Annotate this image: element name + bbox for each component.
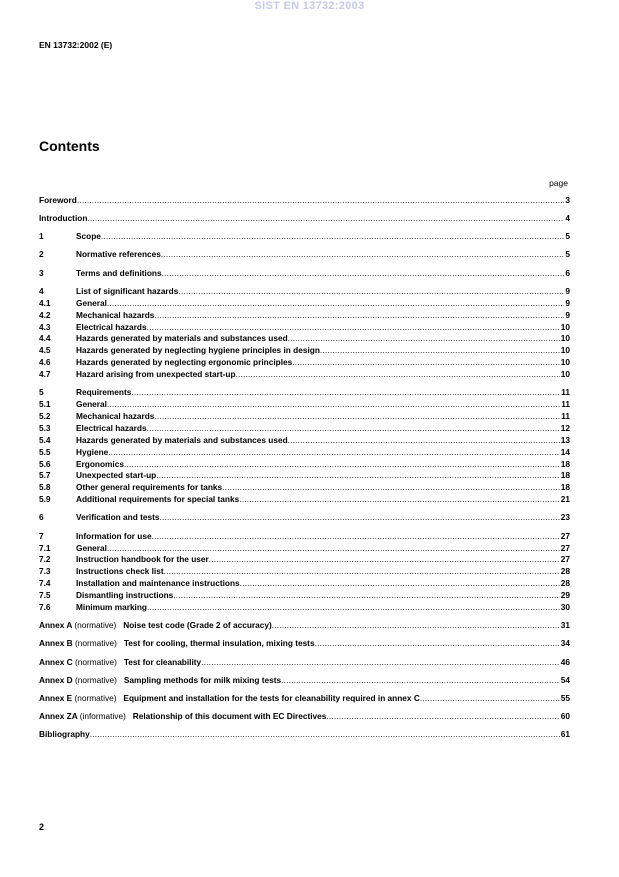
toc-entry-number: 7.4 — [39, 578, 51, 589]
toc-entry-title — [39, 620, 272, 631]
annex-label: Annex E — [39, 692, 73, 703]
dot-leader — [281, 675, 560, 686]
toc-entry-page: 5 — [565, 249, 570, 260]
toc-entry-title — [76, 447, 108, 458]
annex-kind: (informative) — [79, 711, 126, 722]
toc-entry-text: Normative references — [76, 249, 161, 260]
toc-entry-page: 30 — [560, 601, 570, 612]
toc-entry-title — [76, 357, 292, 368]
toc-entry[interactable] — [39, 309, 570, 321]
annex-kind: (normative) — [74, 638, 117, 649]
toc-entry-title — [76, 566, 164, 577]
toc-entry[interactable] — [39, 493, 570, 505]
toc-entry-page: 21 — [560, 494, 570, 505]
dot-leader — [201, 657, 560, 668]
dot-leader — [107, 543, 560, 554]
toc-entry-page: 18 — [560, 470, 570, 481]
toc-entry-title — [39, 657, 201, 668]
toc-entry-page: 55 — [560, 692, 570, 703]
toc-entry-page: 9 — [565, 285, 570, 296]
toc-entry[interactable] — [39, 344, 570, 356]
toc-entry-page: 11 — [561, 387, 570, 398]
dot-leader — [152, 531, 560, 542]
toc-entry-text: Introduction — [39, 213, 88, 224]
toc-entry-text: Scope — [76, 231, 101, 242]
annex-kind: (normative) — [74, 656, 117, 667]
toc-entry-text: Dismantling instructions — [76, 590, 174, 601]
toc-entry-text: Foreword — [39, 194, 77, 205]
annex-label: Annex ZA — [39, 711, 78, 722]
toc-entry-page: 4 — [565, 213, 570, 224]
dot-leader — [240, 578, 560, 589]
toc-entry-number: 4 — [39, 285, 44, 296]
dot-leader — [154, 310, 564, 321]
toc-entry-title — [39, 675, 281, 686]
toc-entry-page: 29 — [560, 590, 570, 601]
toc-entry-page: 10 — [560, 369, 570, 380]
toc-entry-text: Hygiene — [76, 446, 109, 457]
toc-entry[interactable] — [39, 249, 570, 261]
toc-entry-text: Hazard arising from unexpected start-up — [76, 369, 236, 380]
toc-entry[interactable] — [39, 656, 570, 668]
toc-entry-title — [76, 494, 239, 505]
toc-entry-number: 4.1 — [39, 297, 51, 308]
toc-entry-text: Installation and maintenance instructions — [76, 578, 240, 589]
toc-entry-number: 4.3 — [39, 321, 51, 332]
toc-entry[interactable] — [39, 410, 570, 422]
dot-leader — [101, 231, 564, 242]
toc-entry-number: 1 — [39, 231, 44, 242]
toc-entry-text: Unexpected start-up — [76, 470, 157, 481]
toc-entry-title — [76, 333, 288, 344]
toc-entry-text: Instruction handbook for the user — [76, 554, 209, 565]
toc-entry[interactable] — [39, 512, 570, 524]
toc-entry[interactable] — [39, 212, 570, 224]
toc-entry[interactable] — [39, 601, 570, 613]
toc-entry-text: Hazards generated by materials and substances used — [76, 333, 288, 344]
toc-entry[interactable] — [39, 230, 570, 242]
dot-leader — [178, 286, 564, 297]
toc-entry-text: Hazards generated by neglecting ergonomic principles — [76, 357, 293, 368]
dot-leader — [222, 482, 560, 493]
toc-entry-text: Electrical hazards — [76, 422, 147, 433]
toc-entry-page: 23 — [560, 512, 570, 523]
dot-leader — [288, 435, 560, 446]
toc-entry-text: Terms and definitions — [76, 267, 162, 278]
toc-entry-title — [76, 399, 107, 410]
toc-entry-page: 6 — [565, 267, 570, 278]
toc-entry-page: 54 — [560, 674, 570, 685]
toc-entry-page: 34 — [560, 638, 570, 649]
toc-entry-number: 6 — [39, 512, 44, 523]
toc-entry[interactable] — [39, 565, 570, 577]
annex-label: Annex D — [39, 674, 73, 685]
toc-entry-text: Ergonomics — [76, 458, 124, 469]
dot-leader — [87, 213, 564, 224]
dot-leader — [239, 494, 560, 505]
page-number: 2 — [39, 822, 45, 832]
dot-leader — [292, 357, 560, 368]
toc-entry-title — [39, 213, 87, 224]
dot-leader — [236, 369, 560, 380]
toc-entry-title — [39, 195, 77, 206]
toc-entry-page: 10 — [560, 321, 570, 332]
dot-leader — [108, 447, 559, 458]
dot-leader — [272, 620, 560, 631]
toc-entry[interactable] — [39, 554, 570, 566]
toc-entry-page: 46 — [560, 656, 570, 667]
dot-leader — [90, 729, 560, 740]
toc-entry-number: 7.3 — [39, 566, 51, 577]
dot-leader — [107, 399, 560, 410]
toc-entry-page: 9 — [565, 309, 570, 320]
toc-entry[interactable] — [39, 637, 570, 649]
toc-entry-title — [76, 249, 161, 260]
toc-entry-title — [76, 423, 147, 434]
toc-entry-page: 27 — [560, 542, 570, 553]
annex-kind: (normative) — [74, 692, 117, 703]
toc-entry-number: 5.7 — [39, 470, 51, 481]
toc-entry-number: 5.8 — [39, 482, 51, 493]
annex-title: Test for cleanability — [123, 656, 202, 667]
annex-label: Annex B — [39, 638, 73, 649]
toc-entry-text: Additional requirements for special tanks — [76, 494, 240, 505]
annex-kind: (normative) — [74, 674, 117, 685]
toc-entry[interactable] — [39, 728, 570, 740]
dot-leader — [161, 249, 565, 260]
toc-entry[interactable] — [39, 589, 570, 601]
annex-title: Relationship of this document with EC Directives — [132, 711, 327, 722]
toc-entry-number: 3 — [39, 267, 44, 278]
toc-entry-number: 5 — [39, 387, 44, 398]
toc-entry-page: 28 — [560, 578, 570, 589]
toc-entry-title — [76, 470, 156, 481]
dot-leader — [288, 333, 560, 344]
toc-entry[interactable] — [39, 386, 570, 398]
toc-entry-title — [76, 322, 147, 333]
toc-entry[interactable] — [39, 710, 570, 722]
annex-title: Equipment and installation for the tests for cleanability required in annex C — [123, 692, 420, 703]
toc-entry-page: 31 — [560, 620, 570, 631]
toc-entry-page: 10 — [560, 333, 570, 344]
toc-entry[interactable] — [39, 619, 570, 631]
toc-entry-text: List of significant hazards — [76, 285, 179, 296]
toc-entry[interactable] — [39, 542, 570, 554]
toc-entry-number: 4.7 — [39, 369, 51, 380]
toc-entry-text: Instructions check list — [76, 566, 164, 577]
toc-entry-page: 12 — [560, 422, 570, 433]
toc-entry-page: 14 — [560, 446, 570, 457]
toc-entry-number: 7.1 — [39, 542, 51, 553]
toc-entry-number: 4.5 — [39, 345, 51, 356]
toc-entry-text: General — [76, 542, 107, 553]
toc-entry[interactable] — [39, 674, 570, 686]
toc-entry-page: 61 — [560, 729, 570, 740]
toc-entry-title — [76, 411, 154, 422]
toc-entry-title — [76, 531, 152, 542]
toc-entry-number: 7 — [39, 530, 44, 541]
toc-entry-title — [76, 512, 159, 523]
toc-entry[interactable] — [39, 470, 570, 482]
toc-entry-text: Electrical hazards — [76, 321, 147, 332]
dot-leader — [77, 195, 565, 206]
toc-entry-title — [76, 310, 154, 321]
toc-entry-title — [76, 268, 162, 279]
toc-entry-title — [76, 578, 240, 589]
toc-entry-text: Information for use — [76, 530, 152, 541]
toc-entry-number: 2 — [39, 249, 44, 260]
toc-entry[interactable] — [39, 321, 570, 333]
toc-entry-title — [76, 459, 124, 470]
toc-entry-number: 4.6 — [39, 357, 51, 368]
toc-entry-number: 4.4 — [39, 333, 51, 344]
toc-entry-text: Mechanical hazards — [76, 309, 155, 320]
toc-entry-number: 4.2 — [39, 309, 51, 320]
toc-entry-title — [76, 554, 209, 565]
toc-entry-number: 7.6 — [39, 601, 51, 612]
dot-leader — [154, 411, 560, 422]
toc-entry-page: 10 — [560, 345, 570, 356]
toc-entry[interactable] — [39, 356, 570, 368]
toc-entry-text: Bibliography — [39, 729, 90, 740]
toc-entry[interactable] — [39, 267, 570, 279]
document-id: EN 13732:2002 (E) — [39, 40, 113, 50]
toc-entry-text: Hazards generated by materials and substances used — [76, 434, 288, 445]
toc-entry-page: 18 — [560, 482, 570, 493]
toc-entry[interactable] — [39, 446, 570, 458]
toc-entry-title — [76, 286, 178, 297]
toc-entry-title — [76, 482, 222, 493]
toc-entry-title — [76, 543, 107, 554]
toc-entry[interactable] — [39, 368, 570, 380]
toc-entry-number: 7.5 — [39, 590, 51, 601]
toc-entry[interactable] — [39, 194, 570, 206]
dot-leader — [147, 423, 560, 434]
dot-leader — [124, 459, 560, 470]
page-title: Contents — [39, 138, 100, 154]
annex-kind: (normative) — [74, 620, 117, 631]
dot-leader — [320, 345, 560, 356]
dot-leader — [315, 638, 560, 649]
toc-entry-text: Other general requirements for tanks — [76, 482, 223, 493]
toc-entry-number: 5.6 — [39, 458, 51, 469]
toc-entry-page: 5 — [565, 231, 570, 242]
dot-leader — [156, 470, 560, 481]
toc-entry-text: Hazards generated by neglecting hygiene principles in design — [76, 345, 320, 356]
toc-entry-number: 5.5 — [39, 446, 51, 457]
toc-entry[interactable] — [39, 285, 570, 297]
dot-leader — [326, 711, 559, 722]
toc-entry-title — [39, 729, 90, 740]
toc-entry-title — [76, 345, 320, 356]
toc-entry-page: 18 — [560, 458, 570, 469]
toc-entry[interactable] — [39, 458, 570, 470]
toc-entry[interactable] — [39, 434, 570, 446]
toc-entry-page: 27 — [560, 554, 570, 565]
toc-entry[interactable] — [39, 577, 570, 589]
toc-entry-title — [39, 638, 315, 649]
toc-entry-page: 11 — [561, 411, 570, 422]
toc-entry-title — [76, 602, 147, 613]
dot-leader — [159, 512, 559, 523]
dot-leader — [164, 566, 560, 577]
dot-leader — [107, 298, 564, 309]
toc-entry-page: 9 — [565, 297, 570, 308]
annex-title: Sampling methods for milk mixing tests — [123, 674, 282, 685]
toc-entry-title — [76, 298, 107, 309]
toc-entry-title — [39, 693, 420, 704]
annex-title: Test for cooling, thermal insulation, mixing tests — [123, 638, 315, 649]
toc-entry[interactable] — [39, 398, 570, 410]
toc-entry-page: 28 — [560, 566, 570, 577]
toc-entry[interactable] — [39, 481, 570, 493]
toc-entry-title — [76, 435, 288, 446]
toc-entry-text: Minimum marking — [76, 601, 147, 612]
toc-entry-number: 5.9 — [39, 494, 51, 505]
toc-entry-number: 5.2 — [39, 411, 51, 422]
dot-leader — [147, 322, 560, 333]
toc-entry[interactable] — [39, 530, 570, 542]
toc-entry-page: 13 — [560, 434, 570, 445]
toc-entry-number: 5.3 — [39, 422, 51, 433]
toc-entry-number: 7.2 — [39, 554, 51, 565]
dot-leader — [420, 693, 560, 704]
toc-entry-title — [76, 590, 173, 601]
page-column-label: page — [549, 178, 568, 188]
toc-entry-text: General — [76, 297, 107, 308]
table-of-contents — [39, 194, 570, 740]
toc-entry-page: 10 — [560, 357, 570, 368]
annex-label: Annex C — [39, 656, 73, 667]
toc-entry-text: Verification and tests — [76, 512, 160, 523]
toc-entry-page: 27 — [560, 530, 570, 541]
toc-entry-title — [39, 711, 326, 722]
toc-entry-number: 5.4 — [39, 434, 51, 445]
toc-entry[interactable] — [39, 422, 570, 434]
toc-entry-page: 3 — [565, 194, 570, 205]
toc-entry-title — [76, 231, 101, 242]
toc-entry-text: Requirements — [76, 387, 132, 398]
dot-leader — [147, 602, 560, 613]
annex-title: Noise test code (Grade 2 of accuracy) — [123, 620, 272, 631]
toc-entry[interactable] — [39, 692, 570, 704]
annex-label: Annex A — [39, 620, 73, 631]
toc-entry[interactable] — [39, 333, 570, 345]
toc-entry-number: 5.1 — [39, 399, 51, 410]
toc-entry-text: General — [76, 399, 107, 410]
dot-leader — [131, 387, 560, 398]
dot-leader — [162, 268, 565, 279]
toc-entry-page: 11 — [561, 399, 570, 410]
watermark: SIST EN 13732:2003 — [254, 0, 365, 12]
toc-entry-text: Mechanical hazards — [76, 411, 155, 422]
toc-entry-title — [76, 369, 236, 380]
dot-leader — [173, 590, 560, 601]
toc-entry[interactable] — [39, 297, 570, 309]
toc-entry-page: 60 — [560, 711, 570, 722]
toc-entry-title — [76, 387, 131, 398]
dot-leader — [209, 554, 560, 565]
